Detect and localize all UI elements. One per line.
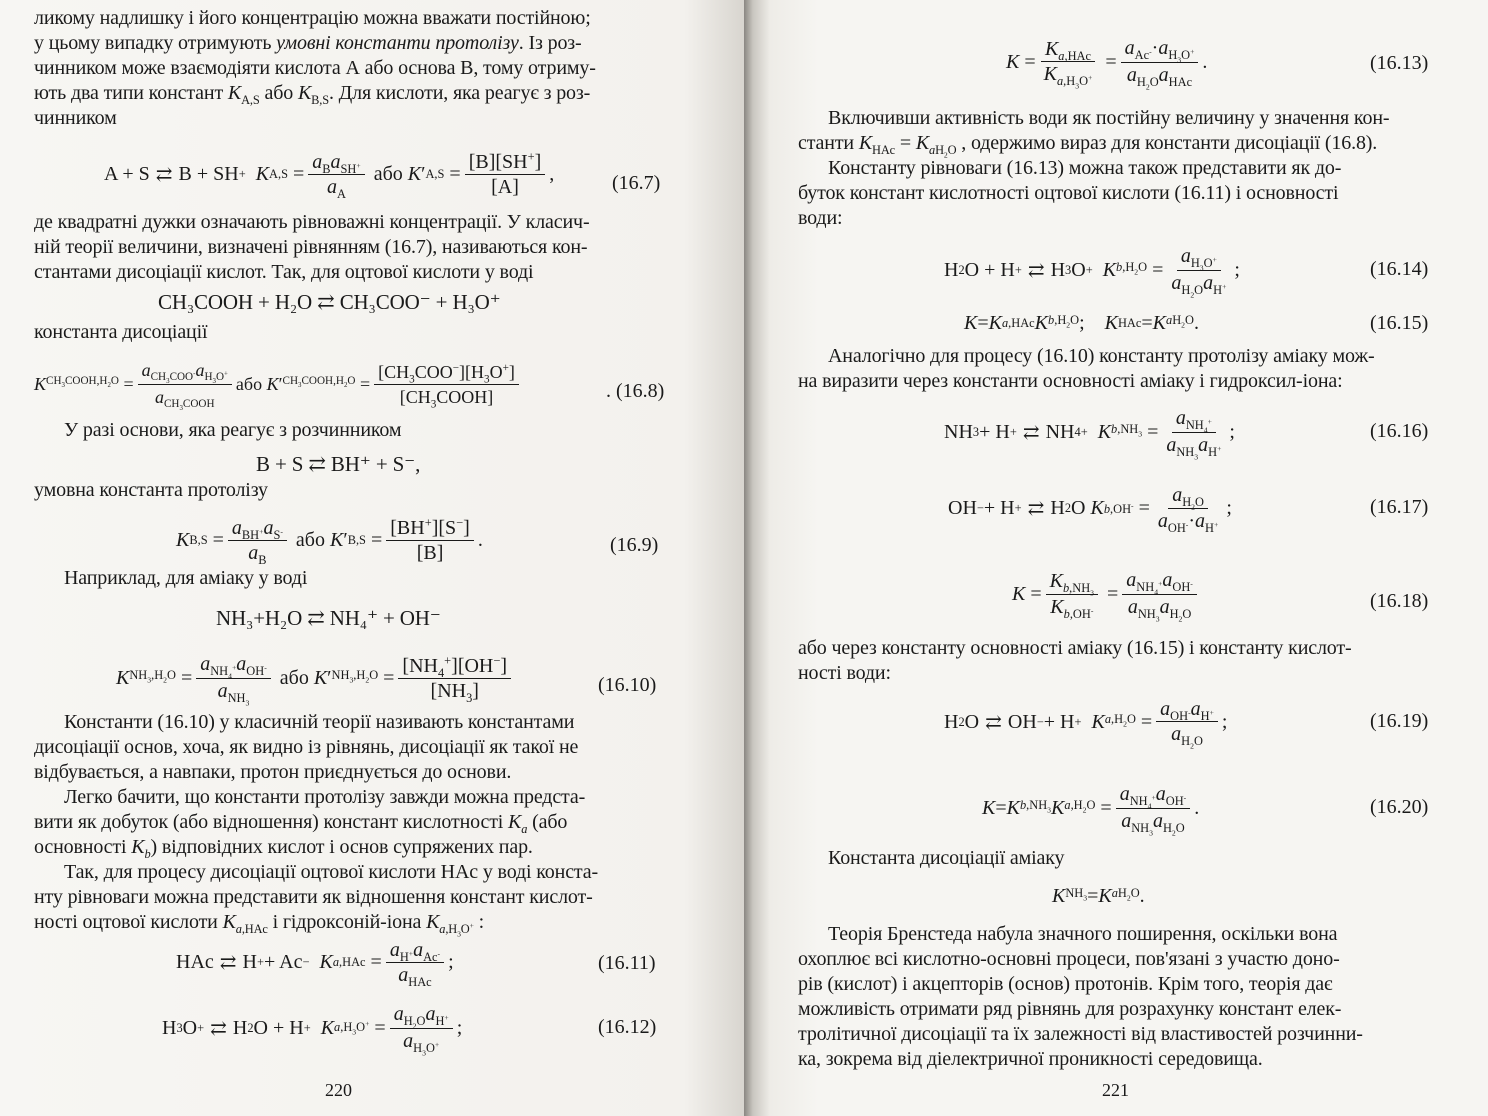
equation-16-14: H 2 O + H + ⇄ H 3 O + K $b,H_2O$ = $\frac{a_{H_3O^+}}{a_{H_2O}a_{H^+}}$ ; [944,245,1240,299]
text-line: ності води: [798,662,891,684]
equation-16-16: NH 3 + H + ⇄ NH 4 + K $b,NH_3$ = $\frac{a_{NH_4^+}}{a_{NH_3}a_{H^+}}$ ; [944,407,1235,461]
text-line: дисоціації основ, хоча, як видно із рівнянь, дисоціації як такої не [34,736,579,758]
text-line: Легко бачити, що константи протолізу завжди можна предста- [64,786,586,808]
text-line-p5-3: ності оцтової кислоти $K_{a,HAc}$ і гідроксоній-іона $K_{a,H_3O^+}$ : [34,911,485,939]
equation-16-8: K $CH_3COOH,H_2O$ = $\frac{a_{CH_3COO^-}a_{H_3O^+}}{a_{CH_3COOH}}$ або K ′ $CH_3COOH,H_2O$ = $\frac{[CH_3COO^-][H_3O^+]}{[CH_3COOH]}$ [34,356,523,412]
equation-number: (16.18) [1370,590,1429,612]
text-line-p4-2: вити як добуток (або відношення) констант кислотності $K_a$ (або [34,811,568,836]
text-line: нту рівноваги можна представити як відношення констант кислот- [34,886,593,908]
text-line-intro-2: у цьому випадку отримують умовні константи протолізу. Із роз- [34,32,582,54]
equation-number: (16.15) [1370,312,1429,334]
text-line: умовна константа протолізу [34,479,268,501]
text-line: або через константу основності аміаку (16.15) і константу кислот- [798,637,1352,659]
text-line-p1-2: станти $K_{HAc} = K_{aH_2O}$ , одержимо вираз для константи дисоціації (16.8). [798,132,1378,160]
text-line: Константи (16.10) у класичній теорії називають константами [64,711,575,733]
page-number: 221 [1102,1080,1129,1100]
base-reaction: B + S ⇄ BH⁺ + S⁻, [256,452,421,476]
text-line-p4-3: основності $K_b$) відповідних кислот і основ супряжених пар. [34,836,533,861]
text-line: охоплює всі кислотно-основні процеси, пов'язані з участю доно- [798,948,1340,970]
equation-number: (16.9) [610,534,659,556]
text-line: Так, для процесу дисоціації оцтової кислоти HAc у воді конста- [64,861,599,883]
text-line: Константа дисоціації аміаку [828,847,1065,869]
equation-16-17: OH − + H + ⇄ H 2 O K b,OH- = $\frac{a_{H_2O}}{a_{OH^-}\cdot a_{H^+}}$ ; [948,483,1232,536]
text-line: ка, зокрема від діелектричної проникності середовища. [798,1048,1263,1070]
equation-number: (16.16) [1370,420,1429,442]
text-line: Наприклад, для аміаку у воді [64,567,308,589]
text-line: можливість отримати ряд рівнянь для розрахунку констант елек- [798,998,1342,1020]
text-line: чинником може взаємодіяти кислота А або основа В, тому отриму- [34,57,596,79]
equation-number: (16.20) [1370,796,1429,818]
equation-number: (16.10) [598,674,657,696]
right-page [744,0,1488,1116]
text-line: ликому надлишку і його концентрацію можна вважати постійною; [34,7,591,29]
equation-number: (16.11) [598,952,656,974]
equation-ammonia-constant: K $NH_3$ = K $aH_2O$ . [1052,884,1145,907]
equation-number: (16.14) [1370,258,1429,280]
text-line: стантами дисоціації кислот. Так, для оцтової кислоти у воді [34,261,534,283]
text-line: буток констант кислотності оцтової кислоти (16.11) і основності [798,182,1339,204]
equation-number: (16.12) [598,1016,657,1038]
ammonia-reaction: NH₃+H₂O ⇄ NH₄⁺ + OH⁻ [216,606,441,630]
text-line: на виразити через константи основності аміаку і гидроксил-іона: [798,370,1343,392]
equation-16-20: K = K $b,NH_3$ K $a,H_2O$ = $\frac{a_{NH_4^+}a_{OH^-}}{a_{NH_3}a_{H_2O}}$ . [982,783,1200,837]
equation-16-10: K $NH_3,H_2O$ = $\frac{a_{NH_4^+}a_{OH^-}}{a_{NH_3}}$ або K ′ $NH_3,H_2O$ = $\frac{[NH_4^+][OH^-]}{[NH_3]}$ [116,650,515,706]
equation-16-11: HAc ⇄ H + + Ac − K a,HAc = $\frac{a_{H^+}a_{Ac^-}}{a_{HAc}}$ ; [176,938,454,989]
text-line: тролітичної дисоціації та їх залежності від властивостей розчинни- [798,1023,1363,1045]
acetic-reaction: CH₃COOH + H₂O ⇄ CH₃COO⁻ + H₃O⁺ [158,290,501,314]
text-line: де квадратні дужки означають рівноважні концентрації. У класич- [34,211,590,233]
text-line: Теорія Бренстеда набула значного поширення, оскільки вона [828,923,1338,945]
equation-number: (16.17) [1370,496,1429,518]
equation-number: (16.19) [1370,710,1429,732]
text-line: У разі основи, яка реагує з розчинником [64,419,402,441]
equation-number: . (16.8) [606,380,665,402]
text-line: Включивши активність води як постійну величину у значення кон- [828,107,1390,129]
equation-number: (16.7) [612,172,661,194]
text-line-intro-4: ють два типи констант $K_{A,S}$ або $K_{B,S}$. Для кислоти, яка реагує з роз- [34,82,591,107]
equation-16-12: H 3 O + ⇄ H 2 O + H + K $a,H_3O^+$ = $\frac{a_{H_2O}a_{H^+}}{a_{H_3O^+}}$ ; [162,1003,463,1057]
equation-16-7: A + S ⇄ B + SH + K A,S = $\frac{a_Ba_{SH^+}}{a_A}$ або K ′ A,S = $\frac{[B][SH^+]}{[A]}$ , [104,148,555,201]
text-line: чинником [34,107,117,129]
text-line: води: [798,207,843,229]
text-line: відбувається, а навпаки, протон приєднується до основи. [34,761,512,783]
equation-16-9: K B,S = $\frac{a_{BH^+}a_{S^-}}{a_B}$ або K ′ B,S = $\frac{[BH^+][S^-]}{[B]}$ . [176,514,483,567]
page-number: 220 [325,1080,352,1100]
equation-16-13: K = $\frac{K_{a,HAc}}{K_{a,H_3O^+}}$ = $\frac{a_{Ac^-}\cdot a_{H_3O^+}}{a_{H_2O}a_{HAc}}$ . [1006,37,1208,91]
text-line: ній теорії величини, визначені рівнянням (16.7), називаються кон- [34,236,588,258]
text-line: константа дисоціації [34,321,208,343]
equation-16-18: K = $\frac{K_{b,NH_3}}{K_{b,OH^-}}$ = $\frac{a_{NH_4^+}a_{OH^-}}{a_{NH_3}a_{H_2O}}$ [1012,566,1201,622]
text-line: Константу рівноваги (16.13) можна також представити як до- [828,157,1342,179]
text-line: Аналогічно для процесу (16.10) константу протолізу аміаку мож- [828,345,1375,367]
equation-number: (16.13) [1370,52,1429,74]
text-line: рів (кислот) і акцепторів (основ) протонів. Крім того, теорія дає [798,973,1333,995]
equation-16-19: H 2 O ⇄ OH − + H + K $a,H_2O$ = $\frac{a_{OH^-}a_{H^+}}{a_{H_2O}}$ ; [944,697,1228,751]
equation-16-15: K = K a,HAc K $b,H_2O$ ; K HAc = K $aH_2O$ . [964,311,1199,334]
